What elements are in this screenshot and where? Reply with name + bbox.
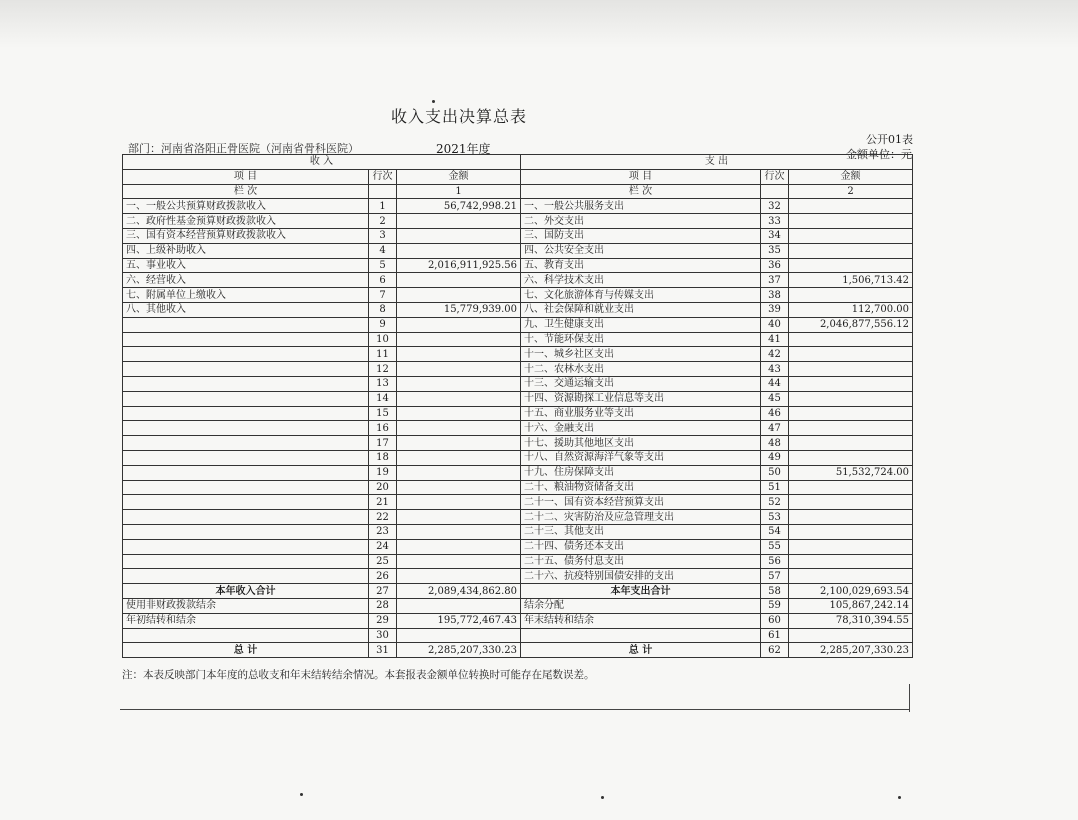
expense-row-no-cell: 32 [761, 199, 789, 214]
expense-amount-cell [789, 510, 913, 525]
table-row [123, 258, 913, 273]
table-row [123, 228, 913, 243]
income-item-cell [123, 391, 369, 406]
department-label: 部门：河南省洛阳正骨医院（河南省骨科医院） [128, 142, 359, 155]
income-amount-cell [397, 598, 521, 613]
expense-row-no-cell: 36 [761, 258, 789, 273]
expense-row-no-cell: 50 [761, 465, 789, 480]
expense-row-no-cell: 41 [761, 332, 789, 347]
expense-amount-cell [789, 495, 913, 510]
expense-amount-cell [789, 243, 913, 258]
expense-amount-cell: 1,506,713.42 [789, 273, 913, 288]
expense-amount-cell: 105,867,242.14 [789, 598, 913, 613]
blank-cell [761, 184, 789, 199]
expense-item-cell: 十、节能环保支出 [521, 332, 761, 347]
income-item-cell [123, 332, 369, 347]
expense-item-cell: 十四、资源勘探工业信息等支出 [521, 391, 761, 406]
expense-amount-cell [789, 480, 913, 495]
expense-item-cell: 二十五、债务付息支出 [521, 554, 761, 569]
income-item-cell [123, 450, 369, 465]
expense-amount-cell [789, 332, 913, 347]
income-amount-cell [397, 628, 521, 643]
income-item-cell: 本年收入合计 [123, 584, 369, 599]
table-row [123, 524, 913, 539]
expense-amount-cell [789, 391, 913, 406]
income-row-no-cell: 29 [369, 613, 397, 628]
income-item-cell: 三、国有资本经营预算财政拨款收入 [123, 228, 369, 243]
income-row-no-cell: 10 [369, 332, 397, 347]
expense-row-no-cell: 44 [761, 376, 789, 391]
income-amount-cell [397, 480, 521, 495]
expense-item-cell: 二十一、国有资本经营预算支出 [521, 495, 761, 510]
table-row [123, 362, 913, 377]
income-row-no-cell: 14 [369, 391, 397, 406]
expense-amount-cell: 112,700.00 [789, 302, 913, 317]
summary-row [123, 613, 913, 628]
year-label: 2021年度 [436, 142, 491, 156]
expense-item-cell: 结余分配 [521, 598, 761, 613]
income-item-cell: 五、事业收入 [123, 258, 369, 273]
income-amount-cell [397, 539, 521, 554]
column-index-row [123, 184, 913, 199]
summary-row [123, 598, 913, 613]
income-group-header: 收 入 [123, 155, 521, 170]
income-amount-cell [397, 406, 521, 421]
expense-item-cell: 十七、援助其他地区支出 [521, 436, 761, 451]
income-amount-cell [397, 288, 521, 303]
table-row [123, 539, 913, 554]
income-item-cell [123, 421, 369, 436]
side-rule [909, 684, 910, 712]
income-row-no-cell: 20 [369, 480, 397, 495]
expense-row-no-cell: 51 [761, 480, 789, 495]
expense-row-no-cell: 52 [761, 495, 789, 510]
income-row-no-cell: 11 [369, 347, 397, 362]
income-item-cell [123, 362, 369, 377]
scan-speck [300, 793, 303, 796]
expense-row-no-cell: 45 [761, 391, 789, 406]
table-row [123, 391, 913, 406]
expense-amount-cell [789, 258, 913, 273]
income-amount-cell [397, 554, 521, 569]
expense-amount-cell [789, 288, 913, 303]
table-row [123, 302, 913, 317]
income-amount-cell: 195,772,467.43 [397, 613, 521, 628]
income-row-no-cell: 28 [369, 598, 397, 613]
income-item-cell [123, 347, 369, 362]
expense-row-no-cell: 56 [761, 554, 789, 569]
table-row [123, 569, 913, 584]
income-amount-cell [397, 347, 521, 362]
expense-item-cell: 十八、自然资源海洋气象等支出 [521, 450, 761, 465]
expense-amount-cell [789, 421, 913, 436]
income-amount-cell [397, 243, 521, 258]
income-item-cell [123, 465, 369, 480]
expense-amount-cell [789, 347, 913, 362]
income-item-cell: 八、其他收入 [123, 302, 369, 317]
table-row [123, 510, 913, 525]
scan-speck [432, 100, 435, 103]
expense-row-no-cell: 49 [761, 450, 789, 465]
income-amount-cell [397, 495, 521, 510]
expense-row-no-cell: 59 [761, 598, 789, 613]
expense-amount-cell [789, 228, 913, 243]
income-amount-cell: 2,285,207,330.23 [397, 643, 521, 658]
expense-item-cell: 五、教育支出 [521, 258, 761, 273]
income-row-no-cell: 12 [369, 362, 397, 377]
income-amount-cell [397, 421, 521, 436]
income-item-cell [123, 376, 369, 391]
table-row [123, 450, 913, 465]
expense-amount-cell [789, 436, 913, 451]
income-row-no-cell: 15 [369, 406, 397, 421]
expense-amount-cell [789, 569, 913, 584]
income-amount-cell [397, 332, 521, 347]
income-amount-cell [397, 436, 521, 451]
income-amount-header: 金额 [397, 169, 521, 184]
expense-item-cell: 二十四、债务还本支出 [521, 539, 761, 554]
income-row-no-cell: 8 [369, 302, 397, 317]
table-row [123, 376, 913, 391]
expense-group-header: 支 出 [521, 155, 913, 170]
table-row [123, 199, 913, 214]
income-item-cell: 六、经营收入 [123, 273, 369, 288]
expense-item-cell: 二十三、其他支出 [521, 524, 761, 539]
income-amount-cell [397, 450, 521, 465]
expense-row-no-cell: 48 [761, 436, 789, 451]
income-item-cell [123, 510, 369, 525]
income-item-cell: 年初结转和结余 [123, 613, 369, 628]
expense-row-no-cell: 54 [761, 524, 789, 539]
expense-amount-cell: 2,285,207,330.23 [789, 643, 913, 658]
expense-row-no-header: 行次 [761, 169, 789, 184]
expense-item-cell: 二十二、灾害防治及应急管理支出 [521, 510, 761, 525]
income-row-no-cell: 9 [369, 317, 397, 332]
income-amount-cell: 56,742,998.21 [397, 199, 521, 214]
expense-item-cell: 二十六、抗疫特别国债安排的支出 [521, 569, 761, 584]
table-row [123, 406, 913, 421]
table-row [123, 288, 913, 303]
summary-row [123, 628, 913, 643]
income-item-cell [123, 495, 369, 510]
blank-cell [369, 184, 397, 199]
income-amount-cell [397, 362, 521, 377]
expense-amount-cell [789, 406, 913, 421]
expense-row-no-cell: 43 [761, 362, 789, 377]
report-title: 收入支出决算总表 [390, 107, 527, 126]
income-amount-cell: 2,016,911,925.56 [397, 258, 521, 273]
scan-top-shadow [0, 0, 1078, 48]
income-row-no-header: 行次 [369, 169, 397, 184]
income-amount-cell [397, 391, 521, 406]
expense-item-cell: 七、文化旅游体育与传媒支出 [521, 288, 761, 303]
scan-speck [601, 796, 604, 799]
income-row-no-cell: 26 [369, 569, 397, 584]
income-item-cell: 总 计 [123, 643, 369, 658]
income-amount-cell: 15,779,939.00 [397, 302, 521, 317]
income-amount-cell [397, 273, 521, 288]
income-expense-table [122, 154, 913, 658]
income-amount-cell [397, 228, 521, 243]
expense-item-cell: 十五、商业服务业等支出 [521, 406, 761, 421]
expense-row-no-cell: 40 [761, 317, 789, 332]
summary-row [123, 584, 913, 599]
table-row [123, 347, 913, 362]
income-item-cell [123, 539, 369, 554]
form-number: 公开01表 [866, 133, 913, 146]
table-body [123, 155, 913, 658]
expense-row-no-cell: 34 [761, 228, 789, 243]
income-row-no-cell: 5 [369, 258, 397, 273]
expense-item-cell: 二、外交支出 [521, 214, 761, 229]
expense-row-no-cell: 37 [761, 273, 789, 288]
group-header-row [123, 155, 913, 170]
expense-amount-cell [789, 524, 913, 539]
expense-item-cell: 二十、粮油物资储备支出 [521, 480, 761, 495]
column-header-row [123, 169, 913, 184]
table-row [123, 495, 913, 510]
income-item-cell [123, 524, 369, 539]
expense-item-cell: 一、一般公共服务支出 [521, 199, 761, 214]
income-row-no-cell: 27 [369, 584, 397, 599]
expense-item-cell: 六、科学技术支出 [521, 273, 761, 288]
expense-item-cell: 年末结转和结余 [521, 613, 761, 628]
expense-item-cell: 十二、农林水支出 [521, 362, 761, 377]
income-item-cell [123, 480, 369, 495]
table-row [123, 465, 913, 480]
expense-item-cell: 十九、住房保障支出 [521, 465, 761, 480]
expense-amount-cell [789, 628, 913, 643]
expense-row-no-cell: 47 [761, 421, 789, 436]
income-item-cell [123, 436, 369, 451]
expense-amount-cell [789, 554, 913, 569]
footnote: 注：本表反映部门本年度的总收支和年末结转结余情况。本套报表金额单位转换时可能存在尾数误差。 [122, 669, 595, 681]
expense-row-no-cell: 42 [761, 347, 789, 362]
income-row-no-cell: 17 [369, 436, 397, 451]
income-row-no-cell: 24 [369, 539, 397, 554]
expense-amount-cell: 2,046,877,556.12 [789, 317, 913, 332]
income-amount-cell [397, 569, 521, 584]
income-column-number: 1 [397, 184, 521, 199]
income-row-no-cell: 16 [369, 421, 397, 436]
expense-item-cell: 八、社会保障和就业支出 [521, 302, 761, 317]
expense-item-cell: 十三、交通运输支出 [521, 376, 761, 391]
expense-row-no-cell: 61 [761, 628, 789, 643]
summary-row [123, 643, 913, 658]
expense-item-cell: 本年支出合计 [521, 584, 761, 599]
income-item-cell [123, 628, 369, 643]
income-item-cell [123, 406, 369, 421]
expense-amount-cell: 78,310,394.55 [789, 613, 913, 628]
expense-amount-cell [789, 362, 913, 377]
income-item-cell: 七、附属单位上缴收入 [123, 288, 369, 303]
income-item-cell [123, 317, 369, 332]
income-column-label: 栏 次 [123, 184, 369, 199]
expense-amount-cell: 2,100,029,693.54 [789, 584, 913, 599]
income-item-cell [123, 569, 369, 584]
expense-item-cell: 四、公共安全支出 [521, 243, 761, 258]
bottom-rule [120, 709, 910, 710]
table-row [123, 554, 913, 569]
income-amount-cell [397, 465, 521, 480]
income-row-no-cell: 19 [369, 465, 397, 480]
income-row-no-cell: 30 [369, 628, 397, 643]
income-row-no-cell: 22 [369, 510, 397, 525]
expense-row-no-cell: 60 [761, 613, 789, 628]
income-row-no-cell: 21 [369, 495, 397, 510]
expense-amount-cell [789, 539, 913, 554]
income-row-no-cell: 23 [369, 524, 397, 539]
table-row [123, 421, 913, 436]
expense-amount-cell [789, 376, 913, 391]
table-row [123, 332, 913, 347]
table-row [123, 243, 913, 258]
income-amount-cell: 2,089,434,862.80 [397, 584, 521, 599]
expense-row-no-cell: 38 [761, 288, 789, 303]
expense-amount-header: 金额 [789, 169, 913, 184]
income-row-no-cell: 25 [369, 554, 397, 569]
income-row-no-cell: 13 [369, 376, 397, 391]
income-item-cell: 一、一般公共预算财政拨款收入 [123, 199, 369, 214]
income-item-cell: 使用非财政拨款结余 [123, 598, 369, 613]
expense-column-label: 栏 次 [521, 184, 761, 199]
expense-item-cell: 三、国防支出 [521, 228, 761, 243]
income-item-cell: 四、上级补助收入 [123, 243, 369, 258]
income-row-no-cell: 7 [369, 288, 397, 303]
expense-row-no-cell: 33 [761, 214, 789, 229]
expense-amount-cell [789, 214, 913, 229]
table-row [123, 436, 913, 451]
expense-amount-cell [789, 450, 913, 465]
table-row [123, 317, 913, 332]
expense-item-cell: 总 计 [521, 643, 761, 658]
amount-unit: 金额单位：元 [846, 148, 912, 161]
income-item-cell: 二、政府性基金预算财政拨款收入 [123, 214, 369, 229]
expense-row-no-cell: 39 [761, 302, 789, 317]
income-item-cell [123, 554, 369, 569]
expense-amount-cell: 51,532,724.00 [789, 465, 913, 480]
expense-item-cell: 九、卫生健康支出 [521, 317, 761, 332]
expense-column-number: 2 [789, 184, 913, 199]
expense-amount-cell [789, 199, 913, 214]
income-row-no-cell: 1 [369, 199, 397, 214]
income-amount-cell [397, 214, 521, 229]
expense-row-no-cell: 46 [761, 406, 789, 421]
income-row-no-cell: 4 [369, 243, 397, 258]
income-amount-cell [397, 317, 521, 332]
expense-row-no-cell: 53 [761, 510, 789, 525]
income-row-no-cell: 6 [369, 273, 397, 288]
income-item-header: 项 目 [123, 169, 369, 184]
expense-item-header: 项 目 [521, 169, 761, 184]
income-row-no-cell: 2 [369, 214, 397, 229]
table-row [123, 273, 913, 288]
scan-speck [898, 796, 901, 799]
expense-item-cell: 十六、金融支出 [521, 421, 761, 436]
expense-item-cell [521, 628, 761, 643]
income-amount-cell [397, 510, 521, 525]
table-row [123, 214, 913, 229]
income-row-no-cell: 18 [369, 450, 397, 465]
expense-row-no-cell: 58 [761, 584, 789, 599]
expense-row-no-cell: 35 [761, 243, 789, 258]
expense-item-cell: 十一、城乡社区支出 [521, 347, 761, 362]
expense-row-no-cell: 55 [761, 539, 789, 554]
income-amount-cell [397, 376, 521, 391]
income-row-no-cell: 31 [369, 643, 397, 658]
income-amount-cell [397, 524, 521, 539]
table-row [123, 480, 913, 495]
income-row-no-cell: 3 [369, 228, 397, 243]
expense-row-no-cell: 57 [761, 569, 789, 584]
expense-row-no-cell: 62 [761, 643, 789, 658]
